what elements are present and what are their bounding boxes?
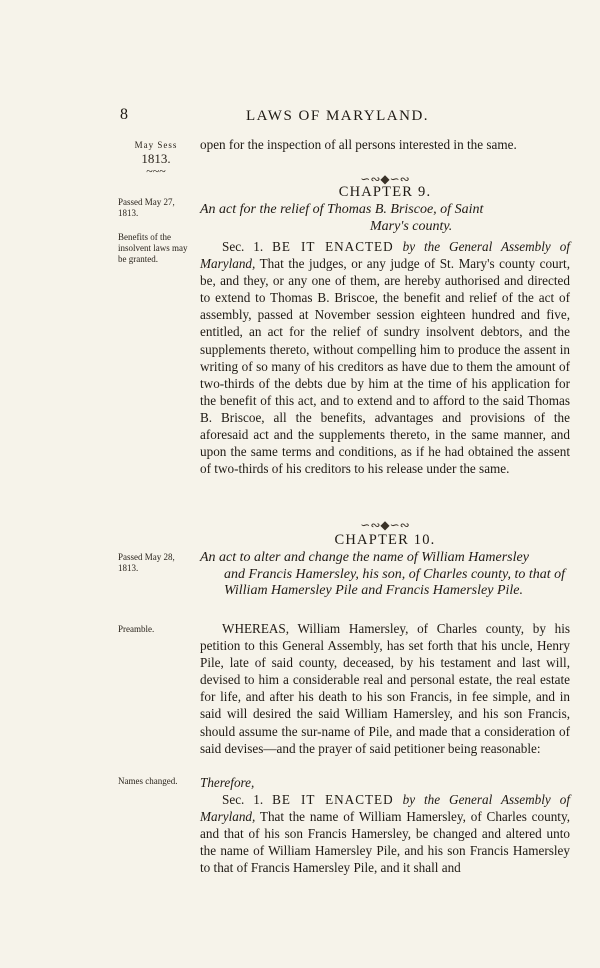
margin-session-label: May Sess <box>134 140 178 150</box>
chapter-9-title-line1: An act for the relief of Thomas B. Briscoe, of Saint <box>200 202 484 217</box>
chapter-9-enacting-italic: by the General Assembly of Maryland, <box>200 239 570 272</box>
margin-ch9-passed: Passed May 27, 1813. <box>118 197 175 218</box>
chapter-10-enacting-italic: by the General Assembly of Maryland, <box>200 792 570 825</box>
margin-ch10-preamble: Preamble. <box>118 624 155 634</box>
chapter-9-title-line2: Mary's county. <box>370 218 453 234</box>
chapter-10-preamble: WHEREAS, William Hamersley, of Charles county, by his petition to this General Assembly, has set forth that his uncle, Henry Pile, late of said county, deceased, by his testament and last will, devised to him a considerable real and personal estate, the real estate for life, and after his death to his son Francis, in fee simple, and in said will desired the said William Hamersley, and his son Francis, should assume the sur-name of Pile, and made that a consideration of said devises—and the prayer of said petitioner being reasonable: <box>200 621 570 756</box>
opening-text: open for the inspection of all persons interested in the same. <box>200 137 517 152</box>
margin-session-note <box>118 140 194 178</box>
chapter-9-heading: CHAPTER 9. <box>338 184 432 200</box>
margin-session-year: 1813. <box>141 151 171 166</box>
chapter-10-section-label: Sec. 1. <box>222 792 264 807</box>
margin-session-mark: ~~~ <box>146 164 166 178</box>
margin-ch10-passed: Passed May 28, 1813. <box>118 552 175 573</box>
chapter-10-title-line1: An act to alter and change the name of William Hamersley <box>200 550 529 565</box>
margin-ch9-note: Benefits of the insolvent laws may be granted. <box>118 232 188 264</box>
chapter-9-text: That the judges, or any judge of St. Mary's county court, be, and they, or any one of them, are hereby authorised and directed to extend to Thomas B. Briscoe, the benefit and relief of the act of assembly, passed at November session eighteen hundred and five, entitled, an act for the relief of sundry insolvent debtors, and the supplements thereto, without compelling him to produce the assent in writing of so many of his creditors as have due to them the amount of two-thirds of the debts due by him at the time of his application for the benefit of this act, and to extend and to afford to the said Thomas B. Briscoe, all the benefits, advantages and provisions of the aforesaid act and the supplements thereto, in the same manner, and upon the same terms and conditions, as if he had obtained the assent of two-thirds of his creditors to his release under the same. <box>200 256 571 477</box>
chapter-10-section-1 <box>200 791 570 876</box>
page-number: 8 <box>120 106 128 123</box>
chapter-10-title <box>200 550 570 600</box>
chapter-10-enacting: BE IT ENACTED <box>272 792 394 807</box>
chapter-9-section-label: Sec. 1. <box>222 239 264 254</box>
chapter-10-therefore <box>200 774 570 791</box>
margin-ch10-names-changed: Names changed. <box>118 776 178 786</box>
chapter-10-title-rest: and Francis Hamersley, his son, of Charles county, to that of William Hamersley Pile and Francis Hamersley Pile. <box>224 566 566 598</box>
running-head: LAWS OF MARYLAND. <box>246 108 430 124</box>
chapter-divider-ornament: ∽∾◆∽∾ <box>360 172 410 186</box>
chapter-9-title <box>200 202 570 235</box>
chapter-10-heading: CHAPTER 10. <box>334 532 436 548</box>
chapter-9-enacting: BE IT ENACTED <box>272 239 394 254</box>
chapter-10-text: That the name of William Hamersley, of Charles county, and that of his son Francis Hamersley, be changed and altered unto the name of William Hamersley Pile, and his son Francis Hamersley to that of Francis Hamersley Pile, and it shall and <box>200 809 570 876</box>
chapter-10-therefore-word: Therefore, <box>200 775 255 790</box>
chapter-divider-ornament-2: ∽∾◆∽∾ <box>360 518 410 532</box>
chapter-9-section-1 <box>200 238 570 477</box>
